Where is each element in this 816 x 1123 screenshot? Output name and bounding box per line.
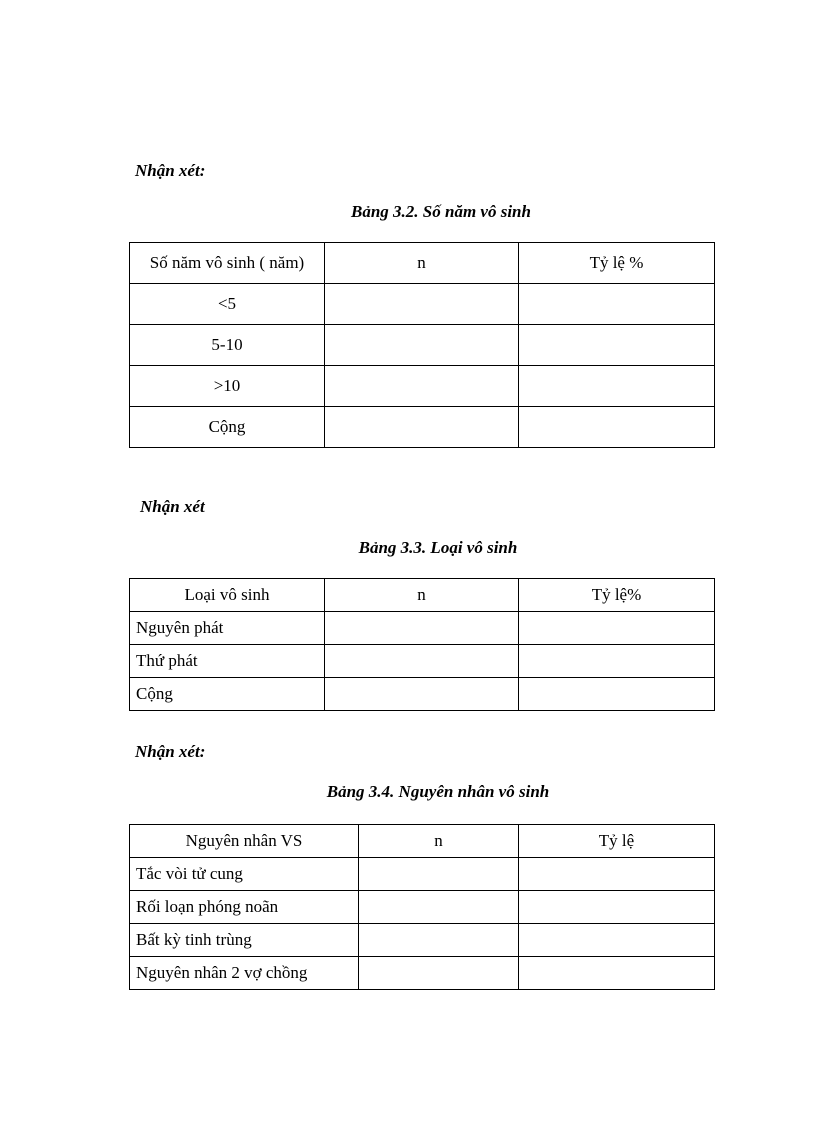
empty-cell — [325, 407, 519, 448]
empty-cell — [519, 284, 715, 325]
remark-label: Nhận xét: — [135, 161, 206, 180]
header-cell: Tỷ lệ% — [519, 579, 715, 612]
empty-cell — [519, 325, 715, 366]
table-row — [130, 284, 715, 325]
table-row — [130, 407, 715, 448]
table-infertility-type — [129, 578, 715, 711]
empty-cell — [325, 284, 519, 325]
empty-cell — [359, 858, 519, 891]
header-cell: n — [359, 825, 519, 858]
table-row — [130, 957, 715, 990]
table-row — [130, 858, 715, 891]
table-caption: Bảng 3.3. Loại vô sinh — [358, 538, 518, 557]
empty-cell — [519, 366, 715, 407]
empty-cell — [519, 645, 715, 678]
empty-cell — [519, 924, 715, 957]
table-header-row — [130, 825, 715, 858]
empty-cell — [359, 924, 519, 957]
header-cell: Tỷ lệ % — [519, 243, 715, 284]
table-header-row — [130, 579, 715, 612]
header-cell: Tỷ lệ — [519, 825, 715, 858]
empty-cell — [325, 325, 519, 366]
header-cell: n — [325, 243, 519, 284]
remark-label: Nhận xét: — [135, 742, 206, 761]
row-label: Nguyên nhân 2 vợ chồng — [130, 957, 359, 990]
row-label: Rối loạn phóng noãn — [130, 891, 359, 924]
empty-cell — [325, 678, 519, 711]
empty-cell — [359, 957, 519, 990]
row-label: Cộng — [130, 678, 325, 711]
empty-cell — [519, 407, 715, 448]
table-infertility-years — [129, 242, 715, 448]
remark-label: Nhận xét — [140, 497, 205, 516]
empty-cell — [359, 891, 519, 924]
empty-cell — [519, 858, 715, 891]
row-label: >10 — [130, 366, 325, 407]
table-row — [130, 366, 715, 407]
table-row — [130, 891, 715, 924]
table-row — [130, 645, 715, 678]
table-row — [130, 612, 715, 645]
table-row — [130, 325, 715, 366]
row-label: Cộng — [130, 407, 325, 448]
row-label: Nguyên phát — [130, 612, 325, 645]
row-label: 5-10 — [130, 325, 325, 366]
table-row — [130, 924, 715, 957]
empty-cell — [519, 957, 715, 990]
header-cell: n — [325, 579, 519, 612]
empty-cell — [519, 891, 715, 924]
header-cell: Số năm vô sinh ( năm) — [130, 243, 325, 284]
row-label: Bất kỳ tinh trùng — [130, 924, 359, 957]
header-cell: Nguyên nhân VS — [130, 825, 359, 858]
empty-cell — [519, 678, 715, 711]
table-caption: Bảng 3.2. Số năm vô sinh — [351, 202, 531, 221]
header-cell: Loại vô sinh — [130, 579, 325, 612]
table-header-row — [130, 243, 715, 284]
empty-cell — [519, 612, 715, 645]
empty-cell — [325, 366, 519, 407]
table-row — [130, 678, 715, 711]
row-label: Tắc vòi tử cung — [130, 858, 359, 891]
table-infertility-causes — [129, 824, 715, 990]
table-caption: Bảng 3.4. Nguyên nhân vô sinh — [326, 782, 550, 801]
row-label: Thứ phát — [130, 645, 325, 678]
empty-cell — [325, 612, 519, 645]
empty-cell — [325, 645, 519, 678]
row-label: <5 — [130, 284, 325, 325]
